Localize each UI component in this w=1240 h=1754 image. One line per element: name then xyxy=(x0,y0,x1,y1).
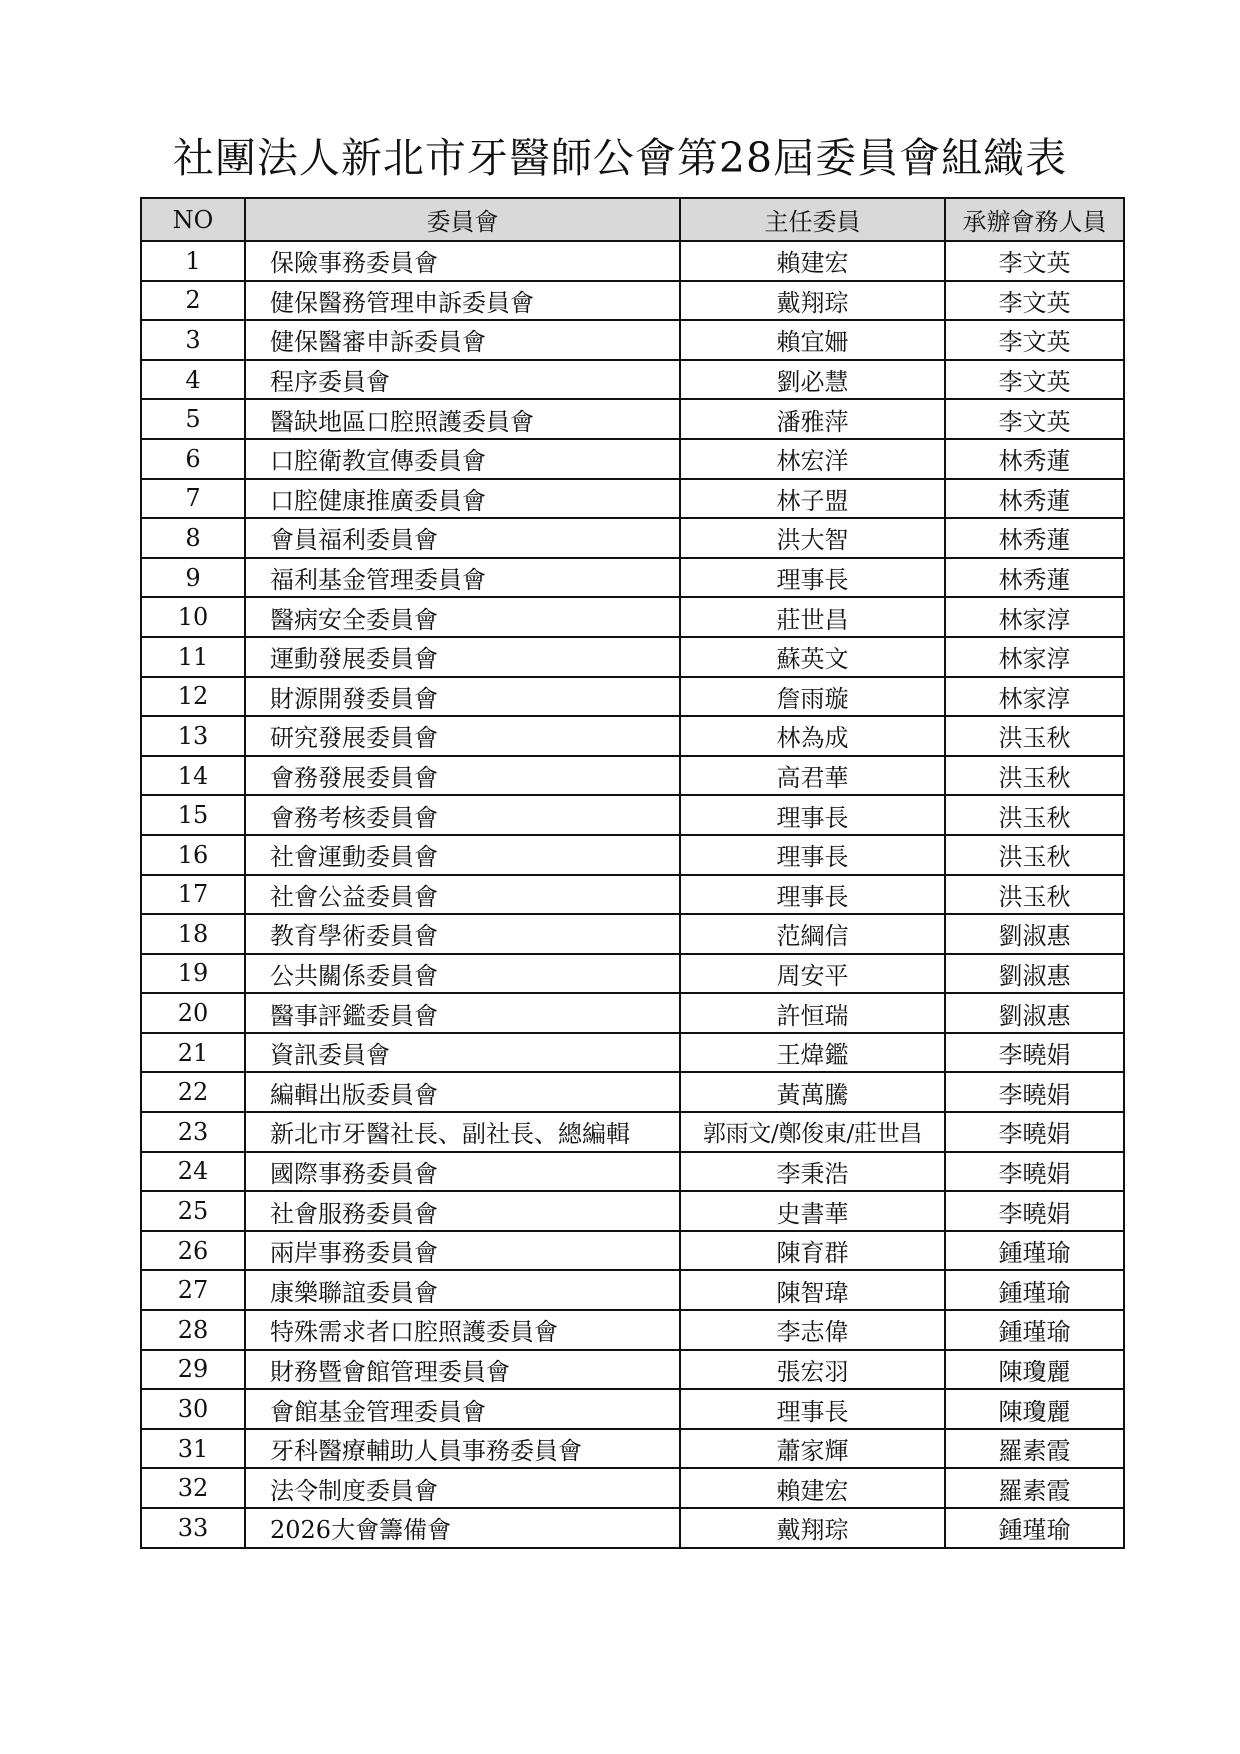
committee-name: 財務暨會館管理委員會 xyxy=(245,1350,680,1390)
table-row xyxy=(141,1270,1124,1310)
table-row xyxy=(141,677,1124,717)
staff-name: 李文英 xyxy=(945,241,1124,281)
staff-name: 林家淳 xyxy=(945,677,1124,717)
staff-name: 劉淑惠 xyxy=(945,914,1124,954)
chair-name: 賴宜姍 xyxy=(680,320,945,360)
chair-name: 戴翔琮 xyxy=(680,281,945,321)
table-row xyxy=(141,518,1124,558)
table-row xyxy=(141,875,1124,915)
table-row xyxy=(141,1191,1124,1231)
table-row xyxy=(141,716,1124,756)
chair-name: 范綱信 xyxy=(680,914,945,954)
table-row xyxy=(141,479,1124,519)
committee-name: 財源開發委員會 xyxy=(245,677,680,717)
chair-name: 黃萬騰 xyxy=(680,1072,945,1112)
staff-name: 陳瓊麗 xyxy=(945,1350,1124,1390)
row-number: 15 xyxy=(141,795,245,835)
row-number: 1 xyxy=(141,241,245,281)
chair-name: 劉必慧 xyxy=(680,360,945,400)
table-row xyxy=(141,597,1124,637)
staff-name: 洪玉秋 xyxy=(945,795,1124,835)
row-number: 23 xyxy=(141,1112,245,1152)
chair-name: 理事長 xyxy=(680,875,945,915)
chair-name: 林為成 xyxy=(680,716,945,756)
committee-name: 醫事評鑑委員會 xyxy=(245,993,680,1033)
row-number: 22 xyxy=(141,1072,245,1112)
committee-name: 康樂聯誼委員會 xyxy=(245,1270,680,1310)
chair-name: 周安平 xyxy=(680,954,945,994)
chair-name: 張宏羽 xyxy=(680,1350,945,1390)
chair-name: 陳育群 xyxy=(680,1231,945,1271)
committee-name: 口腔衛教宣傳委員會 xyxy=(245,439,680,479)
committee-name: 法令制度委員會 xyxy=(245,1468,680,1508)
staff-name: 鍾瑾瑜 xyxy=(945,1310,1124,1350)
staff-name: 李文英 xyxy=(945,399,1124,439)
table-row xyxy=(141,1231,1124,1271)
staff-name: 劉淑惠 xyxy=(945,954,1124,994)
committee-name: 牙科醫療輔助人員事務委員會 xyxy=(245,1429,680,1469)
header-chair: 主任委員 xyxy=(680,198,945,241)
table-row xyxy=(141,1389,1124,1429)
staff-name: 林家淳 xyxy=(945,637,1124,677)
table-row xyxy=(141,439,1124,479)
row-number: 4 xyxy=(141,360,245,400)
chair-name: 莊世昌 xyxy=(680,597,945,637)
staff-name: 羅素霞 xyxy=(945,1468,1124,1508)
committee-name: 研究發展委員會 xyxy=(245,716,680,756)
staff-name: 李曉娟 xyxy=(945,1152,1124,1192)
header-staff: 承辦會務人員 xyxy=(945,198,1124,241)
row-number: 7 xyxy=(141,479,245,519)
committee-name: 社會公益委員會 xyxy=(245,875,680,915)
table-row xyxy=(141,1072,1124,1112)
chair-name: 潘雅萍 xyxy=(680,399,945,439)
committee-name: 福利基金管理委員會 xyxy=(245,558,680,598)
table-row xyxy=(141,241,1124,281)
table-row xyxy=(141,954,1124,994)
table-row xyxy=(141,993,1124,1033)
table-row xyxy=(141,558,1124,598)
row-number: 33 xyxy=(141,1508,245,1548)
table-row xyxy=(141,1310,1124,1350)
chair-name: 賴建宏 xyxy=(680,241,945,281)
chair-name: 許恒瑞 xyxy=(680,993,945,1033)
staff-name: 鍾瑾瑜 xyxy=(945,1270,1124,1310)
row-number: 17 xyxy=(141,875,245,915)
committee-name: 程序委員會 xyxy=(245,360,680,400)
committee-name: 醫缺地區口腔照護委員會 xyxy=(245,399,680,439)
row-number: 32 xyxy=(141,1468,245,1508)
staff-name: 林秀蓮 xyxy=(945,439,1124,479)
row-number: 18 xyxy=(141,914,245,954)
staff-name: 林家淳 xyxy=(945,597,1124,637)
chair-name: 戴翔琮 xyxy=(680,1508,945,1548)
staff-name: 洪玉秋 xyxy=(945,756,1124,796)
committee-name: 會務發展委員會 xyxy=(245,756,680,796)
row-number: 21 xyxy=(141,1033,245,1073)
chair-name: 理事長 xyxy=(680,1389,945,1429)
committee-name: 會務考核委員會 xyxy=(245,795,680,835)
table-row xyxy=(141,1152,1124,1192)
staff-name: 洪玉秋 xyxy=(945,835,1124,875)
row-number: 16 xyxy=(141,835,245,875)
staff-name: 鍾瑾瑜 xyxy=(945,1231,1124,1271)
committee-name: 醫病安全委員會 xyxy=(245,597,680,637)
table-row xyxy=(141,1508,1124,1548)
staff-name: 李文英 xyxy=(945,281,1124,321)
staff-name: 羅素霞 xyxy=(945,1429,1124,1469)
row-number: 8 xyxy=(141,518,245,558)
staff-name: 陳瓊麗 xyxy=(945,1389,1124,1429)
table-row xyxy=(141,914,1124,954)
table-row xyxy=(141,399,1124,439)
staff-name: 李文英 xyxy=(945,360,1124,400)
chair-name: 林宏洋 xyxy=(680,439,945,479)
row-number: 3 xyxy=(141,320,245,360)
committee-name: 運動發展委員會 xyxy=(245,637,680,677)
chair-name: 李秉浩 xyxy=(680,1152,945,1192)
table-body xyxy=(141,241,1124,1548)
committee-name: 兩岸事務委員會 xyxy=(245,1231,680,1271)
staff-name: 李曉娟 xyxy=(945,1112,1124,1152)
chair-name: 蘇英文 xyxy=(680,637,945,677)
page-title: 社團法人新北市牙醫師公會第28屆委員會組織表 xyxy=(172,134,1068,182)
row-number: 20 xyxy=(141,993,245,1033)
table-row xyxy=(141,1350,1124,1390)
row-number: 12 xyxy=(141,677,245,717)
table-row xyxy=(141,320,1124,360)
table-row xyxy=(141,1468,1124,1508)
row-number: 24 xyxy=(141,1152,245,1192)
row-number: 26 xyxy=(141,1231,245,1271)
row-number: 29 xyxy=(141,1350,245,1390)
chair-name: 高君華 xyxy=(680,756,945,796)
chair-name: 蕭家輝 xyxy=(680,1429,945,1469)
staff-name: 李曉娟 xyxy=(945,1191,1124,1231)
staff-name: 李曉娟 xyxy=(945,1072,1124,1112)
row-number: 27 xyxy=(141,1270,245,1310)
row-number: 19 xyxy=(141,954,245,994)
staff-name: 鍾瑾瑜 xyxy=(945,1508,1124,1548)
staff-name: 林秀蓮 xyxy=(945,518,1124,558)
committee-name: 教育學術委員會 xyxy=(245,914,680,954)
chair-name: 理事長 xyxy=(680,835,945,875)
row-number: 13 xyxy=(141,716,245,756)
chair-name: 詹雨璇 xyxy=(680,677,945,717)
chair-name: 李志偉 xyxy=(680,1310,945,1350)
committee-name: 口腔健康推廣委員會 xyxy=(245,479,680,519)
staff-name: 李文英 xyxy=(945,320,1124,360)
chair-name: 理事長 xyxy=(680,795,945,835)
committee-name: 2026大會籌備會 xyxy=(245,1508,680,1548)
committee-name: 社會服務委員會 xyxy=(245,1191,680,1231)
committee-name: 資訊委員會 xyxy=(245,1033,680,1073)
table-header-row xyxy=(141,198,1124,241)
chair-name: 林子盟 xyxy=(680,479,945,519)
row-number: 31 xyxy=(141,1429,245,1469)
row-number: 25 xyxy=(141,1191,245,1231)
row-number: 6 xyxy=(141,439,245,479)
staff-name: 洪玉秋 xyxy=(945,875,1124,915)
committee-name: 新北市牙醫社長、副社長、總編輯 xyxy=(245,1112,680,1152)
row-number: 2 xyxy=(141,281,245,321)
row-number: 9 xyxy=(141,558,245,598)
committee-name: 會員福利委員會 xyxy=(245,518,680,558)
committee-name: 保險事務委員會 xyxy=(245,241,680,281)
staff-name: 林秀蓮 xyxy=(945,479,1124,519)
chair-name: 理事長 xyxy=(680,558,945,598)
table-row xyxy=(141,360,1124,400)
row-number: 14 xyxy=(141,756,245,796)
committee-name: 編輯出版委員會 xyxy=(245,1072,680,1112)
header-committee: 委員會 xyxy=(245,198,680,241)
table-row xyxy=(141,1112,1124,1152)
committee-table xyxy=(140,197,1125,1549)
committee-name: 公共關係委員會 xyxy=(245,954,680,994)
table-row xyxy=(141,637,1124,677)
staff-name: 李曉娟 xyxy=(945,1033,1124,1073)
table-row xyxy=(141,835,1124,875)
chair-name: 賴建宏 xyxy=(680,1468,945,1508)
row-number: 10 xyxy=(141,597,245,637)
chair-name: 王煒鑑 xyxy=(680,1033,945,1073)
header-no: NO xyxy=(141,198,245,241)
table-row xyxy=(141,795,1124,835)
staff-name: 劉淑惠 xyxy=(945,993,1124,1033)
chair-name: 洪大智 xyxy=(680,518,945,558)
row-number: 28 xyxy=(141,1310,245,1350)
row-number: 5 xyxy=(141,399,245,439)
table-row xyxy=(141,1429,1124,1469)
committee-name: 健保醫務管理申訴委員會 xyxy=(245,281,680,321)
committee-name: 特殊需求者口腔照護委員會 xyxy=(245,1310,680,1350)
table-row xyxy=(141,281,1124,321)
committee-name: 國際事務委員會 xyxy=(245,1152,680,1192)
committee-name: 會館基金管理委員會 xyxy=(245,1389,680,1429)
staff-name: 洪玉秋 xyxy=(945,716,1124,756)
row-number: 30 xyxy=(141,1389,245,1429)
table-row xyxy=(141,1033,1124,1073)
chair-name: 郭雨文/鄭俊東/莊世昌 xyxy=(680,1112,945,1152)
staff-name: 林秀蓮 xyxy=(945,558,1124,598)
chair-name: 陳智瑋 xyxy=(680,1270,945,1310)
committee-name: 健保醫審申訴委員會 xyxy=(245,320,680,360)
row-number: 11 xyxy=(141,637,245,677)
committee-name: 社會運動委員會 xyxy=(245,835,680,875)
chair-name: 史書華 xyxy=(680,1191,945,1231)
table-row xyxy=(141,756,1124,796)
